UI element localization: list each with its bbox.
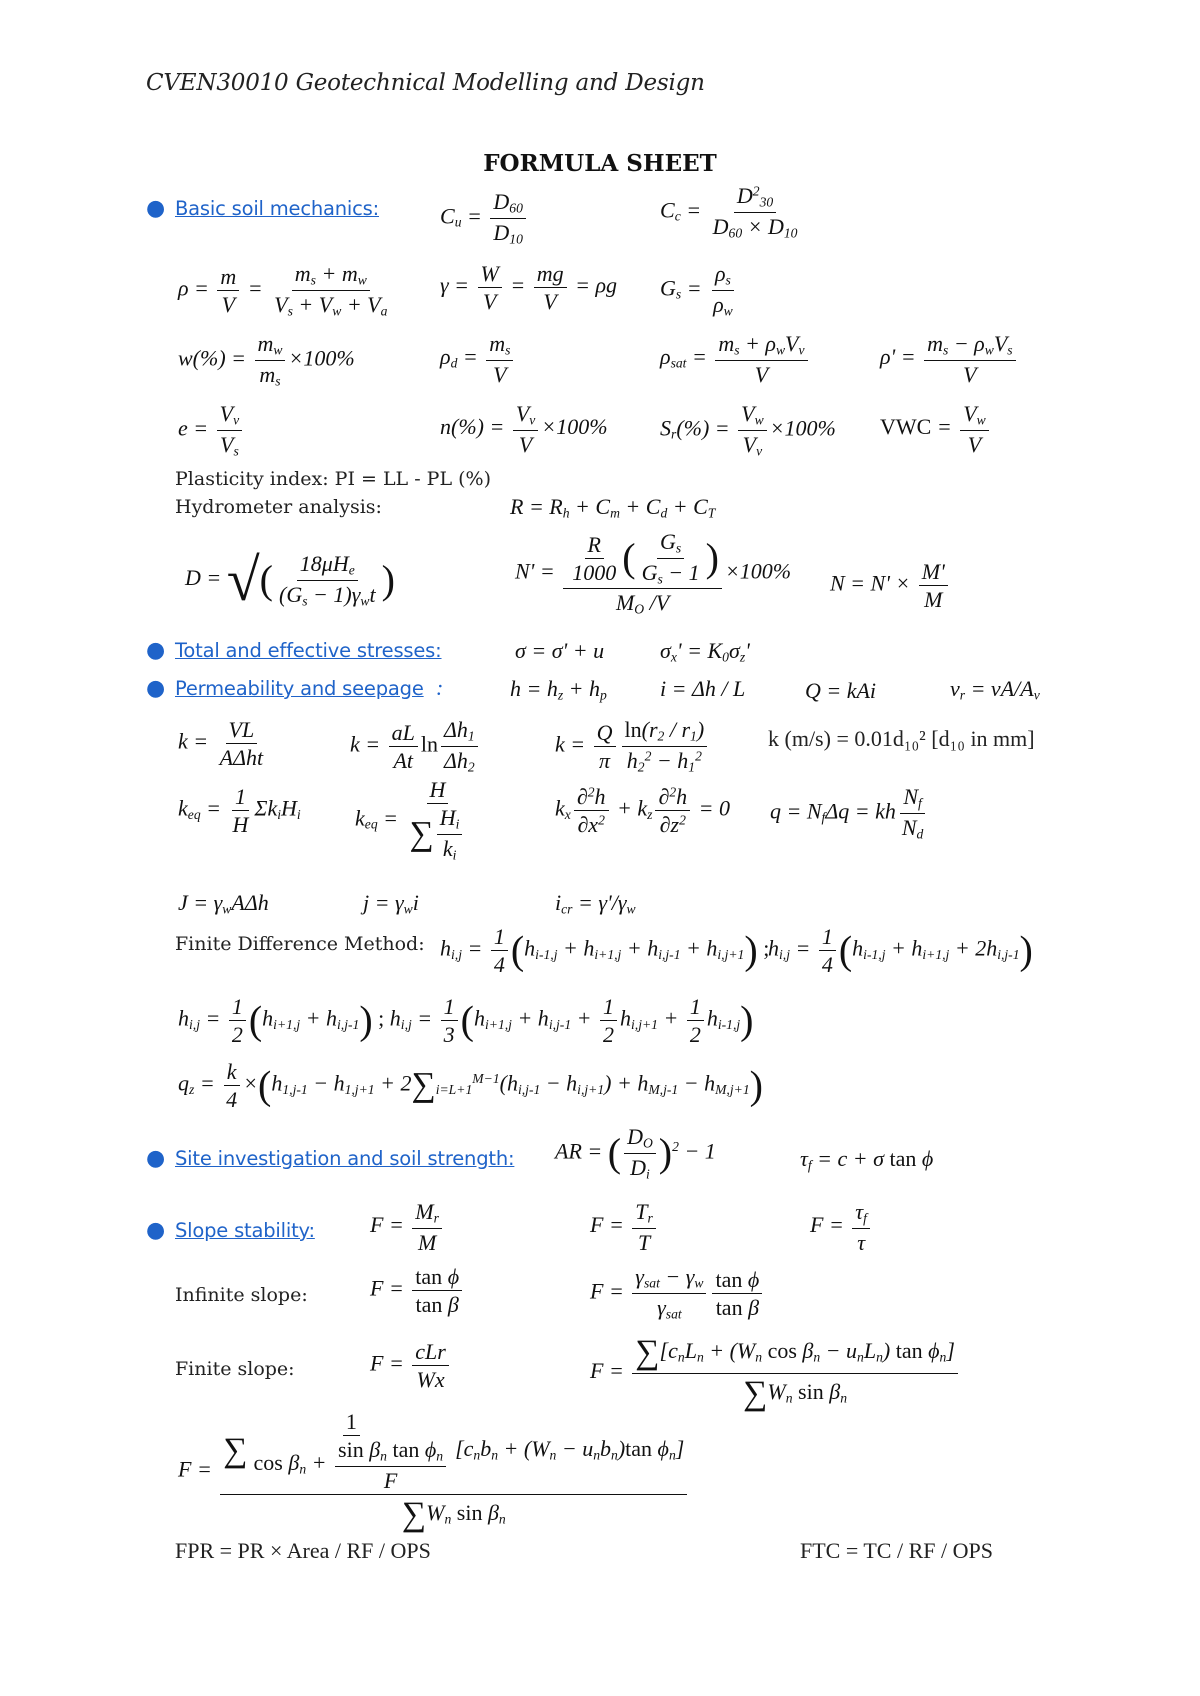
formula-infinite-dry: F = $\frac{\text{tan ϕ}}{\text{tan β}}$ — [370, 1265, 465, 1316]
formula-unit-weight: γ = $\frac{W}{V}$ = $\frac{mg}{V}$ = ρg — [440, 261, 617, 315]
formula-dry-density: $\rho_d$ = $\frac{m_s}{V}$ — [440, 332, 516, 386]
document-header: CVEN30010 Geotechnical Modelling and Design — [146, 70, 705, 96]
formula-fdm-interior: $h_{i,j}$ = $\frac{1}{4}$ $(h_{i-1,j} + h_{i+1,j} + h_{i,j-1} + h_{i,j+1})$ ; — [440, 924, 770, 978]
formula-darcy: Q = kAi — [805, 678, 877, 703]
formula-gradient: i = Δh / L — [660, 676, 746, 701]
formula-bishop: F = ∑ 1 $\cos \beta_n$ + $\frac{\sin \beta_n \tan \phi_n}{F}$ [$c_nb_n + (W_n - u_nb_n)\tan$ $\phi_n$] $\sum W_n$ $\sin \beta_n$ — [178, 1410, 690, 1533]
formula-seepage-velocity: $v_r = vA/A_v$ — [950, 676, 1040, 703]
formula-area-ratio: AR = ( $\frac{D_O}{D_i}$ )$^2$ − 1 — [555, 1124, 716, 1182]
formula-porosity: n(%) = $\frac{V_v}{V}$ ×100% — [440, 401, 608, 457]
formula-falling-head: k = $\frac{aL}{At}$ ln $\frac{\Delta h_1}{\Delta h_2}$ — [350, 718, 481, 774]
formula-seepage-force: $J = \gamma_wA\Delta h$ — [178, 890, 269, 917]
k-empirical-text: k (m/s) = 0.01d₁₀² [d₁₀ in mm] — [768, 726, 1035, 751]
formula-particle-diameter: D = √( $\frac{18\mu H_e}{(G_s - 1)\gamma_wt}$ ) — [185, 547, 395, 613]
bullet-icon: ● — [146, 1218, 166, 1243]
formula-critical-gradient: $i_{cr} = \gamma'/\gamma_w$ — [555, 890, 636, 917]
formula-total-head: $h = h_z + h_p$ — [510, 676, 607, 703]
formula-fdm-flow: $q_z$ = $\frac{k}{4}$ $\times(h_{1,j-1} - h_{1,j+1} + 2\sum_{i=L+1}^{M-1}(h_{i,j-1} - h_{i,j+1}) + h_{M,j-1} - h_{M,j+1})$ — [178, 1059, 763, 1113]
formula-cu: $C_u$ = $\frac{D_{60}}{D_{10}}$ — [440, 190, 529, 246]
formula-cc: $C_c$ = $\frac{D^2_{30}}{D_{60} \times D_{10}}$ — [660, 183, 798, 241]
formula-fos-moment: F = $\frac{M_r}{M}$ — [370, 1200, 445, 1254]
formula-pumping-test: k = $\frac{Q}{\pi}$ $\frac{\ln(r_2 / r_1)}{h_2^2 - h_1^2}$ — [555, 718, 710, 774]
page-title: FORMULA SHEET — [483, 150, 717, 177]
section-basic-soil-mechanics: Basic soil mechanics: — [175, 197, 379, 220]
section-permeability-seepage: Permeability and seepage — [175, 677, 424, 700]
formula-vwc: VWC = $\frac{V_w}{V}$ — [880, 402, 992, 456]
hydrometer-text: Hydrometer analysis: — [175, 496, 382, 518]
formula-keq-horizontal: $k_{eq}$ = $\frac{1}{H}$ $\Sigma k_iH_i$ — [178, 784, 301, 838]
formula-horizontal-stress: $\sigma_x' = K_0\sigma_z'$ — [660, 638, 750, 665]
formula-hydrometer-r: $R = R_h + C_m + C_d + C_T$ — [510, 494, 716, 521]
formula-seepage-force-unit: $j = \gamma_wi$ — [363, 890, 419, 917]
fdm-text: Finite Difference Method: — [175, 933, 425, 955]
formula-fdm-corner: $h_{i,j}$ = $\frac{1}{2}$ $(h_{i+1,j} + h_{i,j-1})$ ; $h_{i,j}$ = $\frac{1}{3}$ ($h_{i+1,j} + h_{i,j-1}$ + $\frac{1}{2}$ $h_{i,j+1}$ + $\frac{1}{2}$ $h_{i-1,j}$) — [178, 994, 754, 1048]
ftc-formula-text: FTC = TC / RF / OPS — [800, 1538, 993, 1563]
infinite-slope-text: Infinite slope: — [175, 1284, 308, 1306]
formula-n-corrected: N = N' × $\frac{M'}{M}$ — [830, 560, 951, 611]
formula-water-content: w(%) = $\frac{m_w}{m_s}$ ×100% — [178, 331, 355, 389]
formula-sub-density: ρ' = $\frac{m_s - \rho_wV_s}{V}$ — [880, 332, 1019, 386]
finite-slope-text: Finite slope: — [175, 1358, 295, 1380]
formula-density: ρ = $\frac{m}{V}$ = $\frac{m_s + m_w}{V_s + V_w + V_a}$ — [178, 261, 388, 319]
formula-effective-stress: σ = σ' + u — [515, 638, 605, 663]
formula-mohr-coulomb: $\tau_f = c + \sigma$ tan ϕ — [800, 1146, 934, 1173]
formula-flow-net: $q = N_f\Delta q$ = kh $\frac{N_f}{N_d}$ — [770, 784, 924, 842]
formula-percent-finer: N' = $\frac{R}{1000}$ ( $\frac{G_s}{G_s - 1}$ ) $M_O$ /V ×100% — [515, 529, 792, 617]
formula-constant-head: k = $\frac{VL}{\text{AΔht}}$ — [178, 717, 264, 771]
section-total-effective-stresses: Total and effective stresses: — [175, 639, 442, 662]
formula-sat-density: $\rho_{sat}$ = $\frac{m_s + \rho_wV_v}{V}$ — [660, 332, 811, 386]
formula-keq-vertical: $k_{eq}$ = H ∑ $\frac{H_i}{k_i}$ — [355, 778, 471, 863]
formula-void-ratio: e = $\frac{V_v}{V_s}$ — [178, 402, 245, 458]
section-slope-stability: Slope stability: — [175, 1219, 315, 1242]
formula-fos-stress: F = $\frac{\tau_f}{\tau}$ — [810, 1200, 873, 1254]
section-colon: : — [436, 675, 444, 700]
plasticity-index-text: Plasticity index: PI = LL - PL (%) — [175, 468, 491, 490]
bullet-icon: ● — [146, 1146, 166, 1171]
formula-infinite-seepage: F = $\frac{\gamma_{sat} - \gamma_w}{\gamma_{sat}}$ $\frac{\text{tan ϕ}}{\text{tan β}}$ — [590, 1265, 765, 1321]
formula-finite-circular: F = $\frac{\text{cLr}}{Wx}$ — [370, 1340, 452, 1391]
formula-saturation: $S_r(\%)$ = $\frac{V_w}{V_v}$ ×100% — [660, 401, 836, 459]
formula-gs: $G_s$ = $\frac{\rho_s}{\rho_w}$ — [660, 261, 733, 319]
bullet-icon: ● — [146, 676, 166, 701]
bullet-icon: ● — [146, 638, 166, 663]
section-site-investigation: Site investigation and soil strength: — [175, 1147, 515, 1170]
formula-laplace: $k_x$ $\frac{\partial^2h}{\partial x^2}$ + $k_z$ $\frac{\partial^2h}{\partial z^2}$ = 0 — [555, 784, 730, 838]
formula-fdm-boundary: $h_{i,j}$ = $\frac{1}{4}$ $(h_{i-1,j} + h_{i+1,j} + 2h_{i,j-1})$ — [768, 924, 1033, 978]
bullet-icon: ● — [146, 196, 166, 221]
formula-fellenius: F = $\frac{\sum[c_nL_n + (W_n \cos \beta_n - u_nL_n) \tan \phi_n]}{\sum W_n \sin \beta_n}$ — [590, 1335, 961, 1411]
formula-fos-force: F = $\frac{T_r}{T}$ — [590, 1200, 659, 1254]
fpr-formula-text: FPR = PR × Area / RF / OPS — [175, 1538, 431, 1563]
